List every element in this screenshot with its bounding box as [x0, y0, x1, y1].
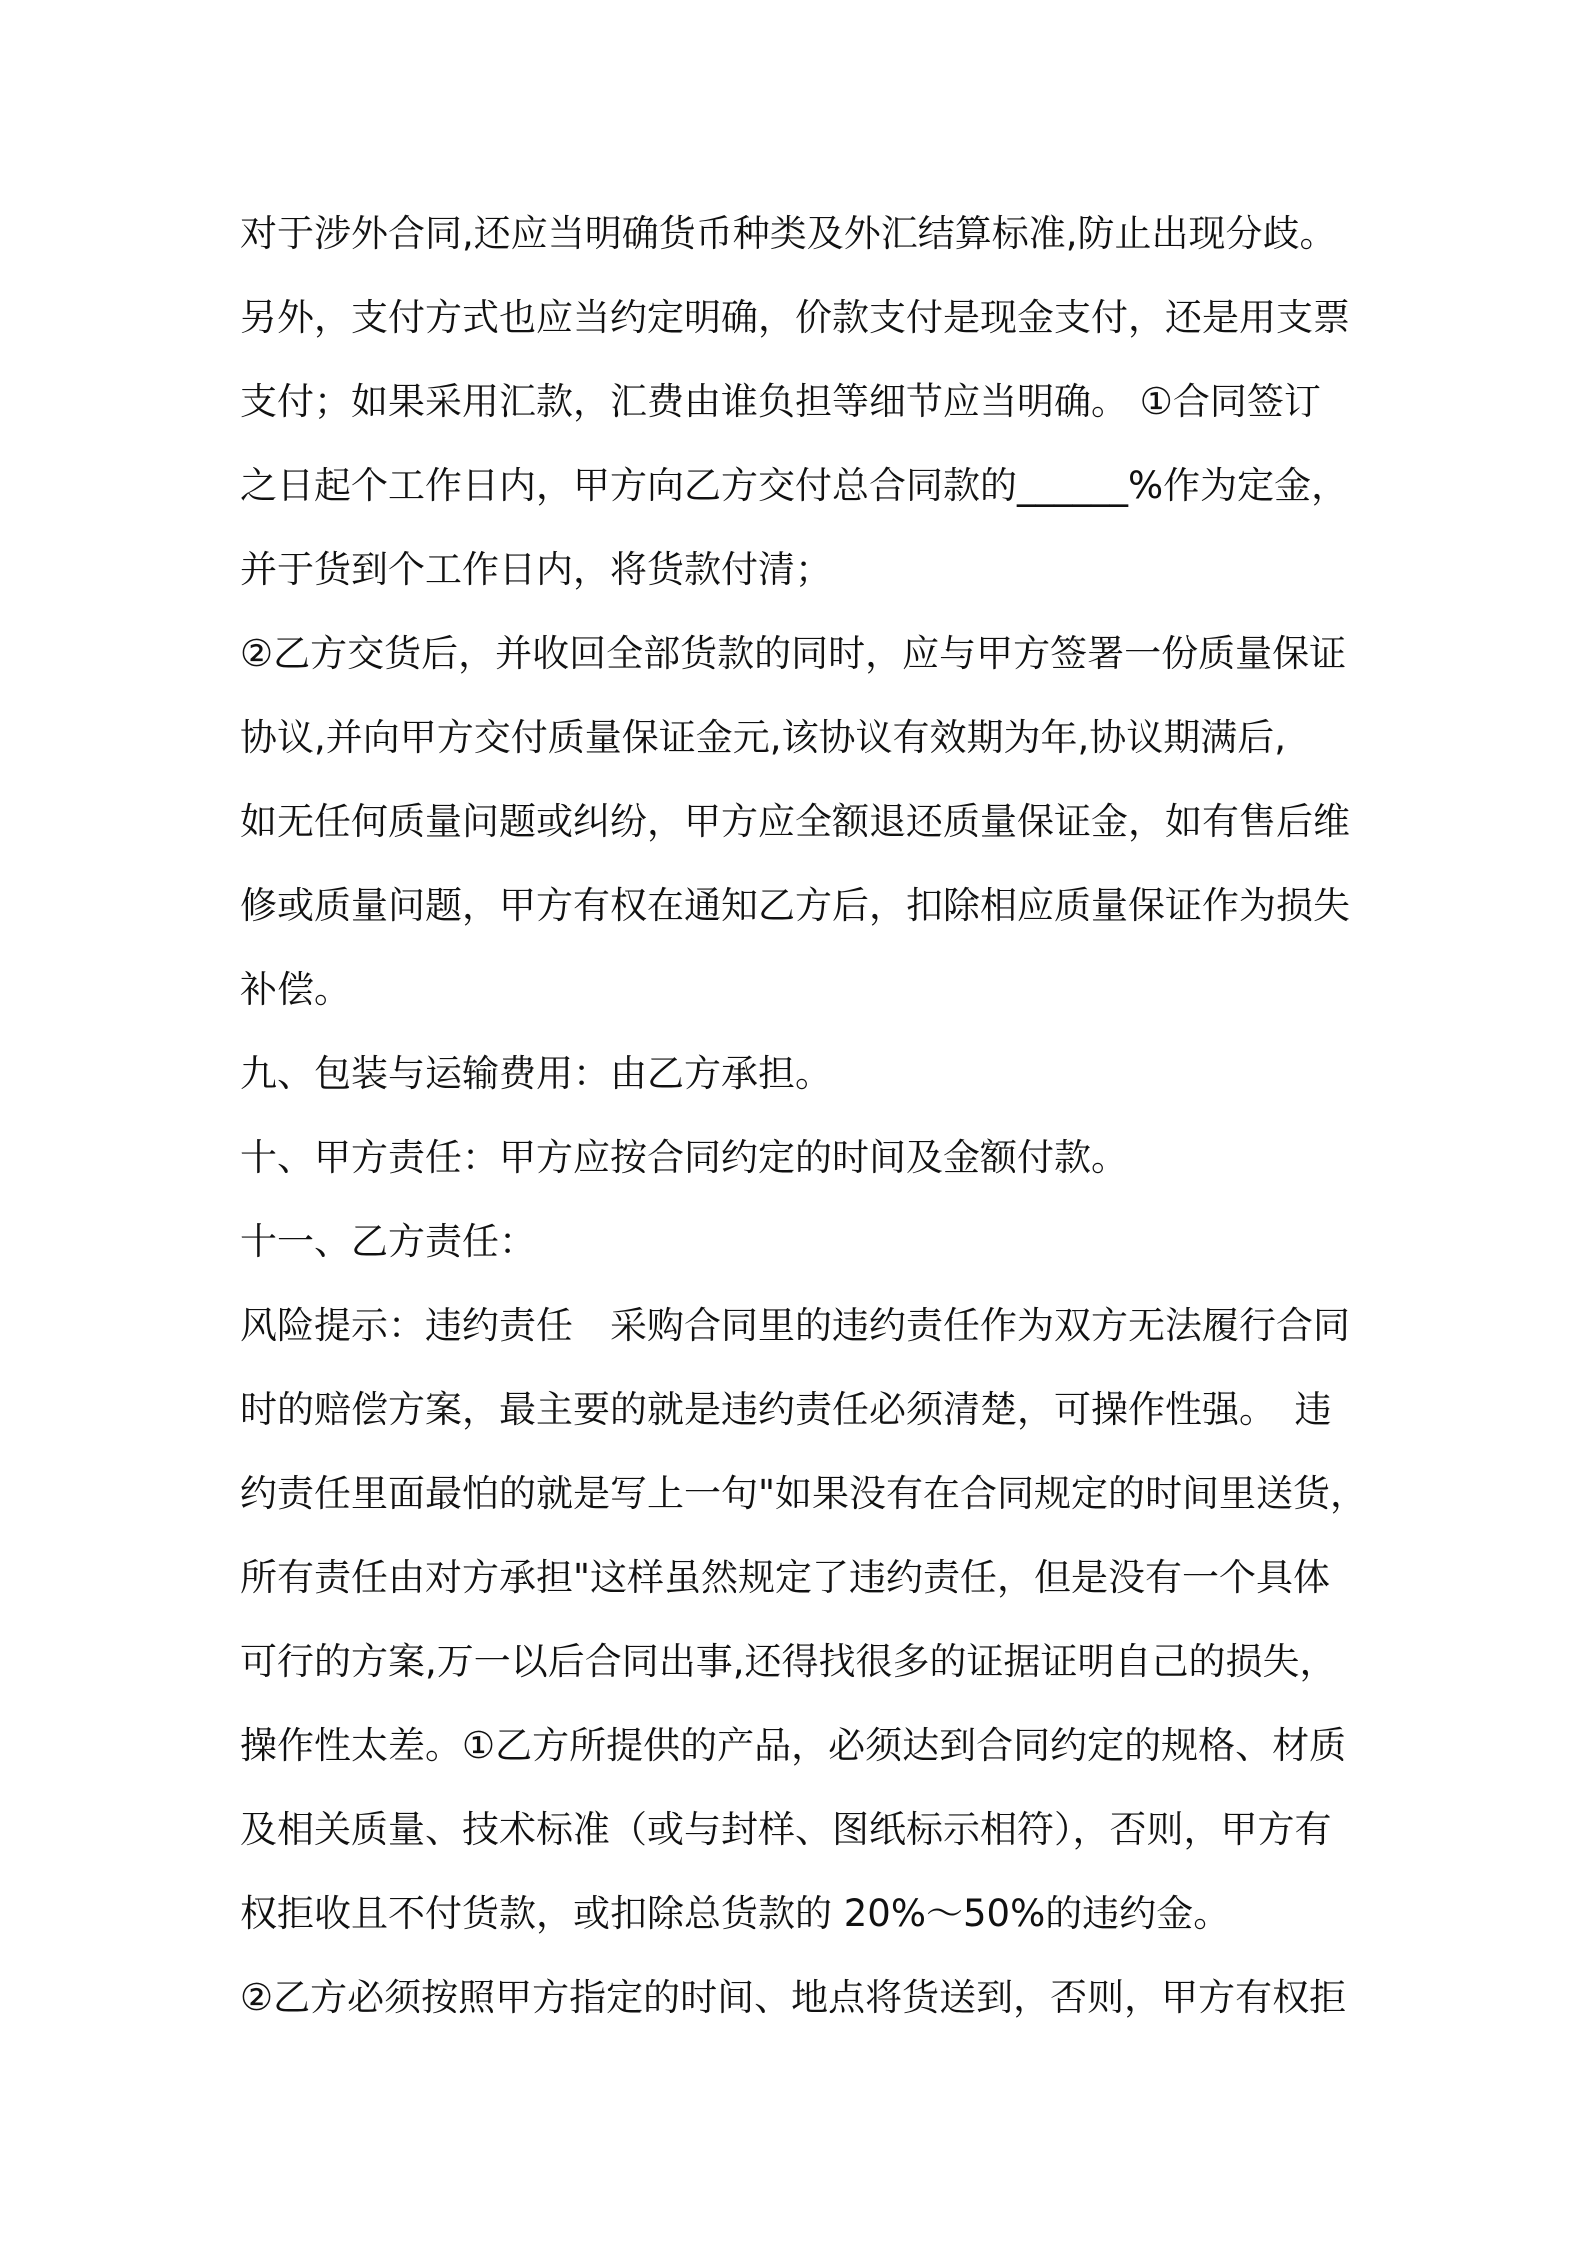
text-line: 另外，支付方式也应当约定明确，价款支付是现金支付，还是用支票 — [240, 296, 1350, 339]
text-line: 之日起个工作日内，甲方向乙方交付总合同款的______%作为定金， — [240, 464, 1349, 507]
section-heading-party-b-duty: 十一、乙方责任： — [240, 1220, 536, 1263]
text-line: 时的赔偿方案，最主要的就是违约责任必须清楚，可操作性强。 违 — [240, 1388, 1332, 1431]
document-body — [240, 192, 1368, 2040]
text-line: 补偿。 — [240, 968, 351, 1011]
text-line: 约责任里面最怕的就是写上一句"如果没有在合同规定的时间里送货， — [240, 1472, 1368, 1515]
text-line: 支付；如果采用汇款，汇费由谁负担等细节应当明确。 ①合同签订 — [240, 380, 1321, 423]
text-line: 及相关质量、技术标准（或与封样、图纸标示相符），否则，甲方有 — [240, 1808, 1332, 1851]
text-line: 协议,并向甲方交付质量保证金元,该协议有效期为年,协议期满后, — [240, 716, 1287, 759]
text-line: 风险提示：违约责任 采购合同里的违约责任作为双方无法履行合同 — [240, 1304, 1350, 1347]
section-heading-party-a-duty: 十、甲方责任：甲方应按合同约定的时间及金额付款。 — [240, 1136, 1128, 1179]
text-line: 并于货到个工作日内，将货款付清； — [240, 548, 832, 591]
text-line: 操作性太差。①乙方所提供的产品，必须达到合同约定的规格、材质 — [240, 1724, 1347, 1767]
text-line: 修或质量问题，甲方有权在通知乙方后，扣除相应质量保证作为损失 — [240, 884, 1350, 927]
text-line: 对于涉外合同,还应当明确货币种类及外汇结算标准,防止出现分歧。 — [240, 212, 1337, 255]
text-line: 权拒收且不付货款，或扣除总货款的 20%～50%的违约金。 — [240, 1892, 1231, 1935]
section-heading-packaging: 九、包装与运输费用：由乙方承担。 — [240, 1052, 832, 1095]
text-line: 可行的方案,万一以后合同出事,还得找很多的证据证明自己的损失， — [240, 1640, 1337, 1683]
text-line: 如无任何质量问题或纠纷，甲方应全额退还质量保证金，如有售后维 — [240, 800, 1350, 843]
text-line: 所有责任由对方承担"这样虽然规定了违约责任，但是没有一个具体 — [240, 1556, 1331, 1599]
text-line: ②乙方必须按照甲方指定的时间、地点将货送到，否则，甲方有权拒 — [240, 1976, 1347, 2019]
text-line: ②乙方交货后，并收回全部货款的同时，应与甲方签署一份质量保证 — [240, 632, 1347, 675]
